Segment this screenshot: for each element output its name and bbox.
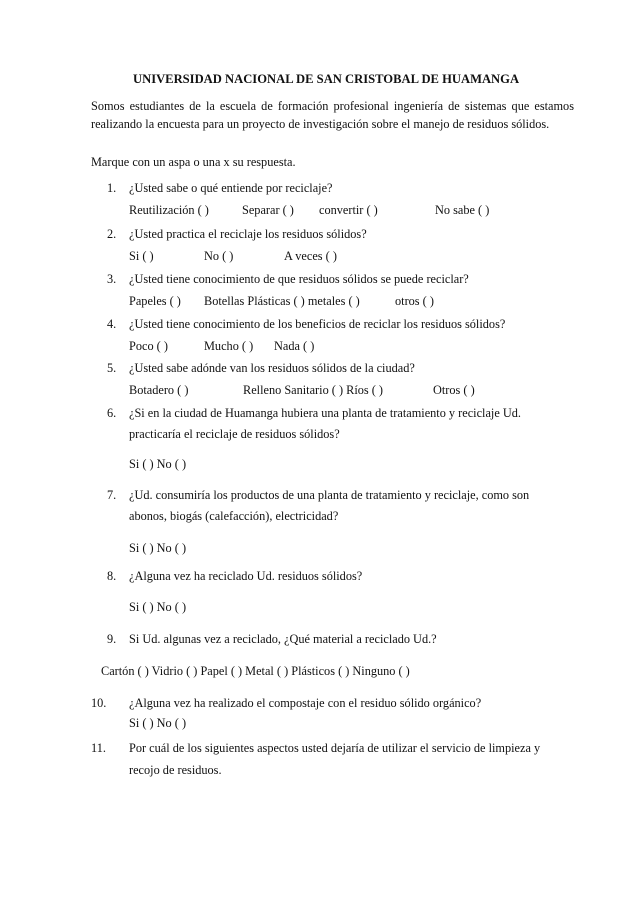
question-text: ¿Usted sabe adónde van los residuos sólidos de la ciudad? — [129, 361, 415, 375]
answer-options — [129, 541, 579, 557]
answer-options — [129, 294, 579, 310]
question-text: ¿Usted tiene conocimiento de que residuos sólidos se puede reciclar? — [129, 272, 469, 286]
question-text: ¿Usted sabe o qué entiende por reciclaje? — [129, 181, 333, 195]
option-si[interactable]: Si ( ) — [129, 249, 154, 263]
intro-paragraph: Somos estudiantes de la escuela de formación profesional ingeniería de sistemas que estamos realizando la encuesta para un proyecto de investigación sobre el manejo de residuos sólidos. — [91, 99, 574, 131]
answer-options — [129, 249, 579, 265]
answer-options — [101, 664, 571, 680]
option-botellas-metales[interactable]: Botellas Plásticas ( ) metales ( ) — [204, 294, 360, 308]
option-reutilizacion[interactable]: Reutilización ( ) — [129, 203, 209, 217]
question-text: ¿Usted tiene conocimiento de los beneficios de reciclar los residuos sólidos? — [129, 317, 506, 331]
option-nada[interactable]: Nada ( ) — [274, 339, 315, 353]
option-mucho[interactable]: Mucho ( ) — [204, 339, 254, 353]
question-text-continued: abonos, biogás (calefacción), electricidad? — [129, 509, 339, 523]
question-number: 6. — [107, 406, 117, 420]
question-number: 8. — [107, 569, 117, 583]
answer-options — [129, 203, 579, 219]
option-si-no[interactable]: Si ( ) No ( ) — [129, 600, 187, 614]
question-number: 11. — [91, 741, 106, 755]
answer-options — [129, 457, 579, 473]
question-text: Si Ud. algunas vez a reciclado, ¿Qué material a reciclado Ud.? — [129, 632, 437, 646]
question-text: ¿Ud. consumiría los productos de una planta de tratamiento y reciclaje, como son — [129, 488, 530, 502]
option-si-no[interactable]: Si ( ) No ( ) — [129, 716, 187, 730]
option-no-sabe[interactable]: No sabe ( ) — [435, 203, 490, 217]
question-text: ¿Usted practica el reciclaje los residuos sólidos? — [129, 227, 367, 241]
answer-options — [129, 716, 579, 732]
option-botadero[interactable]: Botadero ( ) — [129, 383, 189, 397]
option-no[interactable]: No ( ) — [204, 249, 234, 263]
option-papeles[interactable]: Papeles ( ) — [129, 294, 181, 308]
question-text: ¿Si en la ciudad de Huamanga hubiera una planta de tratamiento y reciclaje Ud. — [129, 406, 521, 420]
question-text-continued: practicaría el reciclaje de residuos sólidos? — [129, 427, 340, 441]
question-text: ¿Alguna vez ha reciclado Ud. residuos sólidos? — [129, 569, 363, 583]
question-number: 10. — [91, 696, 107, 710]
question-text-continued: recojo de residuos. — [129, 763, 222, 777]
question-number: 9. — [107, 632, 117, 646]
option-a-veces[interactable]: A veces ( ) — [284, 249, 337, 263]
question-number: 3. — [107, 272, 117, 286]
answer-options — [129, 383, 579, 399]
option-si-no[interactable]: Si ( ) No ( ) — [129, 541, 187, 555]
question-number: 7. — [107, 488, 117, 502]
answer-options — [129, 600, 579, 616]
question-number: 4. — [107, 317, 117, 331]
question-number: 2. — [107, 227, 117, 241]
question-text: Por cuál de los siguientes aspectos usted dejaría de utilizar el servicio de limpieza y — [129, 741, 541, 755]
question-number: 5. — [107, 361, 117, 375]
option-materiales[interactable]: Cartón ( ) Vidrio ( ) Papel ( ) Metal ( ) Plásticos ( ) Ninguno ( ) — [101, 664, 410, 678]
option-relleno-rios[interactable]: Relleno Sanitario ( ) Ríos ( ) — [243, 383, 384, 397]
document-title: UNIVERSIDAD NACIONAL DE SAN CRISTOBAL DE HUAMANGA — [133, 72, 520, 86]
answer-options — [129, 339, 579, 355]
question-text: ¿Alguna vez ha realizado el compostaje con el residuo sólido orgánico? — [129, 696, 482, 710]
option-otros[interactable]: Otros ( ) — [433, 383, 475, 397]
option-convertir[interactable]: convertir ( ) — [319, 203, 378, 217]
option-poco[interactable]: Poco ( ) — [129, 339, 168, 353]
question-number: 1. — [107, 181, 117, 195]
option-si-no[interactable]: Si ( ) No ( ) — [129, 457, 187, 471]
option-otros[interactable]: otros ( ) — [395, 294, 434, 308]
instruction-text: Marque con un aspa o una x su respuesta. — [91, 155, 296, 169]
option-separar[interactable]: Separar ( ) — [242, 203, 294, 217]
